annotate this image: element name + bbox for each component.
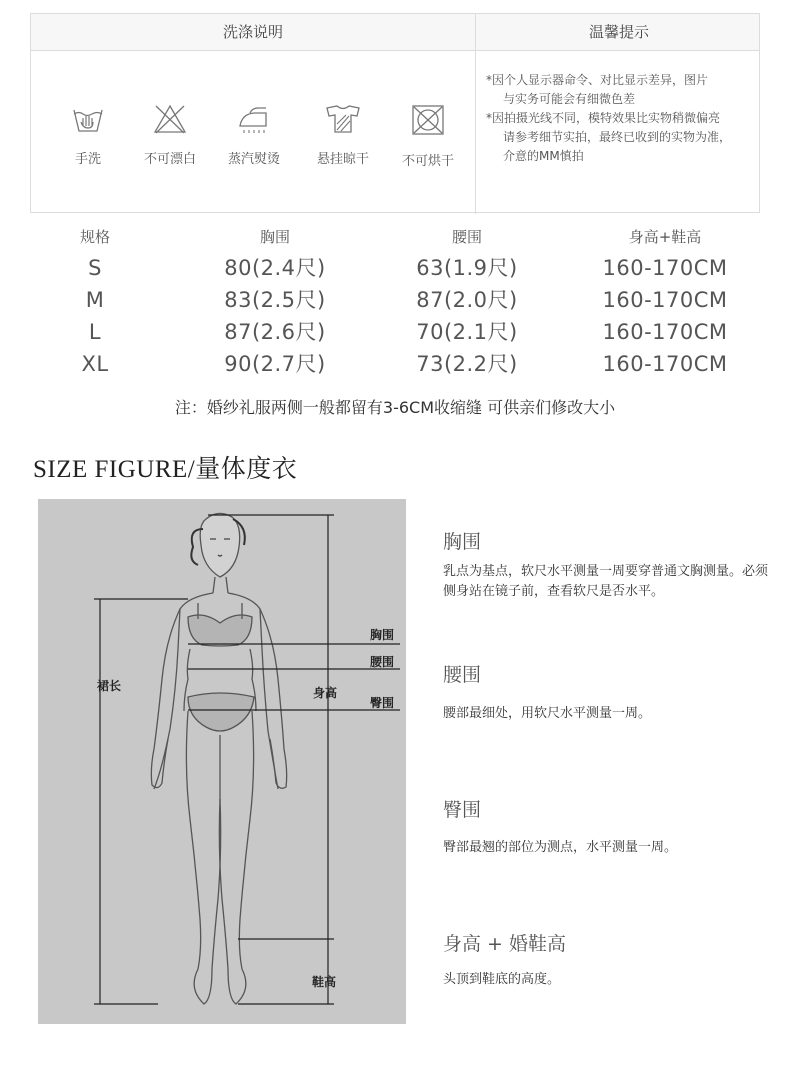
care-item-no-tumble-dry	[388, 104, 468, 169]
tip-line: *因拍摄光线不同，模特效果比实物稍微偏亮	[486, 111, 721, 125]
care-header	[31, 14, 759, 51]
table-row	[0, 284, 790, 316]
size-table	[0, 222, 790, 380]
header-bust: 胸围	[259, 228, 290, 246]
height-desc-title: 身高 + 婚鞋高	[443, 933, 566, 955]
cell-height: 160-170CM	[602, 352, 728, 376]
cell-size: S	[88, 256, 102, 280]
care-item-steam-iron	[214, 104, 294, 167]
size-figure-title: SIZE FIGURE/量体度衣	[33, 456, 298, 483]
size-table-header	[0, 222, 790, 252]
table-row	[0, 252, 790, 284]
table-row	[0, 348, 790, 380]
waist-desc-title: 腰围	[443, 664, 482, 686]
header-waist: 腰围	[451, 228, 482, 246]
tips-text	[486, 71, 756, 166]
care-title: 洗涤说明	[222, 23, 283, 41]
cell-size: XL	[81, 352, 109, 376]
measurement-figure	[38, 499, 406, 1024]
cell-height: 160-170CM	[602, 320, 728, 344]
tip-line: *因个人显示器命令、对比显示差异，图片	[486, 73, 709, 87]
hip-label: 臀围	[370, 696, 395, 710]
cell-bust: 80(2.4尺)	[224, 256, 326, 280]
care-divider	[475, 50, 476, 214]
care-instructions-box	[30, 13, 760, 213]
steam-iron-icon	[214, 104, 294, 134]
cell-waist: 70(2.1尺)	[416, 320, 518, 344]
cell-size: L	[88, 320, 102, 344]
care-label: 不可漂白	[143, 152, 196, 167]
cell-size: M	[85, 288, 105, 312]
size-note: 注：婚纱礼服两侧一般都留有3-6CM收缩缝 可供亲们修改大小	[174, 398, 616, 417]
care-icons	[31, 50, 475, 214]
no-tumble-dry-icon	[388, 104, 468, 136]
cell-waist: 87(2.0尺)	[416, 288, 518, 312]
height-desc-text: 头顶到鞋底的高度。	[443, 972, 561, 987]
tip-line: 介意的MM慎拍	[503, 149, 584, 163]
care-item-hand-wash	[48, 104, 128, 167]
hand-wash-icon	[48, 104, 128, 134]
cell-height: 160-170CM	[602, 288, 728, 312]
care-label: 手洗	[74, 152, 101, 167]
height-label: 身高	[313, 686, 338, 700]
care-item-no-bleach	[130, 104, 210, 167]
care-label: 不可烘干	[401, 154, 454, 169]
care-item-hang-dry	[303, 104, 383, 167]
skirt-length-label: 裙长	[97, 679, 122, 693]
bust-label: 胸围	[370, 628, 395, 642]
cell-height: 160-170CM	[602, 256, 728, 280]
tip-line: 请参考细节实拍，最终已收到的实物为准，	[503, 130, 732, 144]
care-label: 蒸汽熨烫	[227, 152, 280, 167]
cell-bust: 83(2.5尺)	[224, 288, 326, 312]
care-label: 悬挂晾干	[316, 152, 369, 167]
body-figure-illustration	[38, 499, 406, 1024]
header-height: 身高+鞋高	[628, 228, 702, 246]
shoe-height-label: 鞋高	[312, 975, 337, 989]
header-size: 规格	[79, 228, 110, 246]
no-bleach-icon	[130, 104, 210, 134]
hip-desc-title: 臀围	[443, 799, 482, 821]
bust-desc-text: 乳点为基点，软尺水平测量一周要穿普通文胸测量。必须侧身站在镜子前，查看软尺是否水平。	[443, 564, 769, 599]
cell-waist: 73(2.2尺)	[416, 352, 518, 376]
waist-label: 腰围	[370, 655, 395, 669]
hang-dry-icon	[303, 104, 383, 134]
cell-bust: 90(2.7尺)	[224, 352, 326, 376]
cell-waist: 63(1.9尺)	[416, 256, 518, 280]
tip-line: 与实务可能会有细微色差	[503, 92, 636, 106]
hip-desc-text: 臀部最翘的部位为测点，水平测量一周。	[443, 840, 678, 855]
waist-desc-text: 腰部最细处，用软尺水平测量一周。	[443, 706, 652, 721]
bust-desc-title: 胸围	[443, 531, 482, 553]
tips-title: 温馨提示	[475, 14, 762, 50]
table-row	[0, 316, 790, 348]
cell-bust: 87(2.6尺)	[224, 320, 326, 344]
